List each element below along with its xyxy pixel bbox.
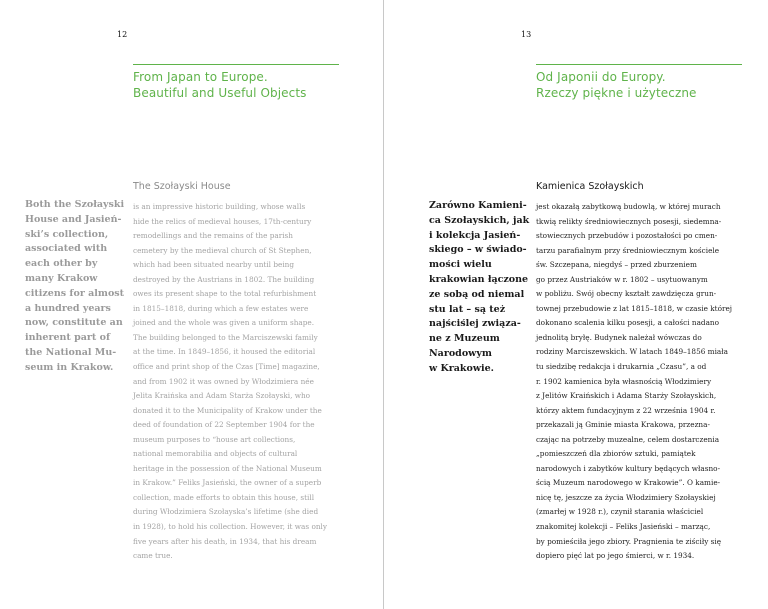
body-line: by pomieściła jego zbiory. Pragnienia te ziściły się [536,536,722,546]
body-line: destroyed by the Austrians in 1802. The building [133,274,315,284]
chapter-title-line: Rzeczy piękne i użyteczne [536,86,697,100]
body-line: narodowych i zabytków kultury będących własno- [536,463,721,473]
chapter-title [133,69,307,101]
body-line: townej przebudowie z lat 1815–1818, w czasie której [536,303,733,313]
lead-line: ne z Muzeum [429,333,500,345]
body-line: przekazali ją Gminie miasta Krakowa, przezna- [536,420,710,430]
body-line: office and print shop of the Czas [Time] magazine, [133,362,320,372]
right-page [384,0,768,609]
body-line: during Włodzimiera Szołayska’s lifetime (she died [133,507,319,517]
page-number: 12 [117,30,128,39]
body-line: dopiero pięć lat po jego śmierci, w r. 1934. [536,551,695,561]
body-line: museum purposes to “house art collections, [133,434,296,444]
body-line: The building belonged to the Marciszewski family [133,332,318,342]
lead-paragraph [429,199,529,377]
lead-line: Zarówno Kamieni- [429,200,527,211]
lead-line: w Krakowie. [429,362,494,374]
body-line: nicę tę, jeszcze za życia Włodzimiery Szołayskiej [536,492,716,502]
body-line: hide the relics of medieval houses, 17th-century [133,216,312,226]
body-line: five years after his death, in 1934, that his dream [133,536,317,546]
chapter-title-line: From Japan to Europe. [133,70,268,84]
body-line: which had been situated nearby until being [133,260,295,270]
body-line: rodziny Marciszewskich. W latach 1849–1856 miała [536,347,728,357]
body-line: owes its present shape to the total refurbishment [133,289,317,299]
body-line: deed of foundation of 22 September 1904 for the [133,420,315,430]
left-page [0,0,383,609]
lead-line: stu lat – są też [429,303,506,315]
lead-line: skiego – w świado- [429,244,527,256]
lead-line: House and Jasień- [25,213,122,225]
body-line: heritage in the possession of the National Museum [133,463,322,473]
lead-line: Both the Szołayski [25,199,125,210]
body-line: tkwią relikty średniowiecznych posesji, siedemna- [536,216,722,226]
body-line: in Krakow.” Feliks Jasieński, the owner of a superb [133,478,322,488]
body-line: is an impressive historic building, whose walls [133,202,306,211]
lead-paragraph [25,198,124,376]
lead-line: ski’s collection, [25,228,109,240]
lead-line: ca Szołayskich, jak [429,214,530,226]
body-line: Jelita Kraińska and Adam Starża Szołayski, who [133,391,311,401]
lead-line: i kolekcja Jasień- [429,229,521,241]
lead-line: each other by [25,258,98,270]
body-line: którzy aktem fundacyjnym z 22 września 1904 r. [536,405,716,415]
lead-line: ze sobą od niemal [429,288,525,300]
lead-line: inherent part of [25,332,111,344]
lead-line: krakowian łączone [429,273,529,285]
body-line: św. Szczepana, niegdyś – przed zburzeniem [536,260,697,270]
chapter-title-line: Beautiful and Useful Objects [133,86,307,100]
body-line: w pobliżu. Swój obecny kształt zawdzięcza grun- [536,289,717,299]
body-line: stowiecznych przebudów i pozostałości po cmen- [536,231,718,241]
body-line: znakomitej kolekcji – Feliks Jasieński – marząc, [536,522,711,532]
body-text [536,200,732,564]
body-line: at the time. In 1849–1856, it housed the editorial [133,347,316,357]
body-line: tu siedzibę redakcja i drukarnia „Czasu”, a od [536,362,707,372]
body-line: z Jelitów Kraińskich i Adama Starży Szołayskich, [536,391,717,401]
body-line: in 1815–1818, during which a few estates were [133,303,309,313]
body-line: ścią Muzeum narodowego w Krakowie”. O kamie- [536,478,721,488]
lead-line: Narodowym [429,347,492,359]
lead-line: citizens for almost [25,287,125,299]
body-line: in 1928), to hold his collection. However, it was only [133,522,327,532]
section-heading: Kamienica Szołayskich [536,181,644,192]
title-rule [536,64,742,65]
lead-line: associated with [25,243,108,255]
page-number: 13 [521,30,532,39]
lead-line: many Krakow [25,272,98,284]
body-line: dokonano scalenia kilku posesji, a całości nadano [536,318,720,328]
body-text [133,200,327,564]
body-line: jest okazałą zabytkową budowlą, w której murach [536,202,721,211]
body-line: czając na potrzeby muzealne, celem dostarczenia [536,434,720,444]
lead-line: a hundred years [25,302,111,314]
body-line: and from 1902 it was owned by Włodzimiera née [133,376,314,386]
body-line: national memorabilia and objects of cultural [133,449,298,459]
body-line: donated it to the Municipality of Krakow under the [133,405,322,415]
body-line: remodellings and the remains of the parish [133,231,293,241]
body-line: came true. [133,551,173,561]
chapter-title [536,69,697,101]
lead-line: seum in Krakow. [25,361,114,373]
body-line: r. 1902 kamienica była własnością Włodzimiery [536,376,712,386]
body-line: collection, made efforts to obtain this house, still [133,492,315,502]
body-line: cemetery by the medieval church of St Stephen, [133,245,312,255]
body-line: (zmarłej w 1928 r.), czynił starania właściciel [536,507,704,517]
body-line: tarzu parafialnym przy średniowiecznym kościele [536,245,720,255]
body-line: jednolitą bryłę. Budynek należał wówczas do [536,332,702,342]
lead-line: the National Mu- [25,346,117,358]
chapter-title-line: Od Japonii do Europy. [536,70,666,84]
section-heading: The Szołayski House [133,181,231,192]
lead-line: now, constitute an [25,317,123,329]
lead-line: mości wielu [429,259,492,271]
body-line: „pomieszczeń dla zbiorów sztuki, pamiątek [536,449,696,459]
body-line: go przez Austriaków w r. 1802 – usytuowanym [536,274,708,284]
lead-line: najściślej związa- [429,318,521,330]
title-rule [133,64,339,65]
body-line: joined and the whole was given a uniform shape. [133,318,315,328]
